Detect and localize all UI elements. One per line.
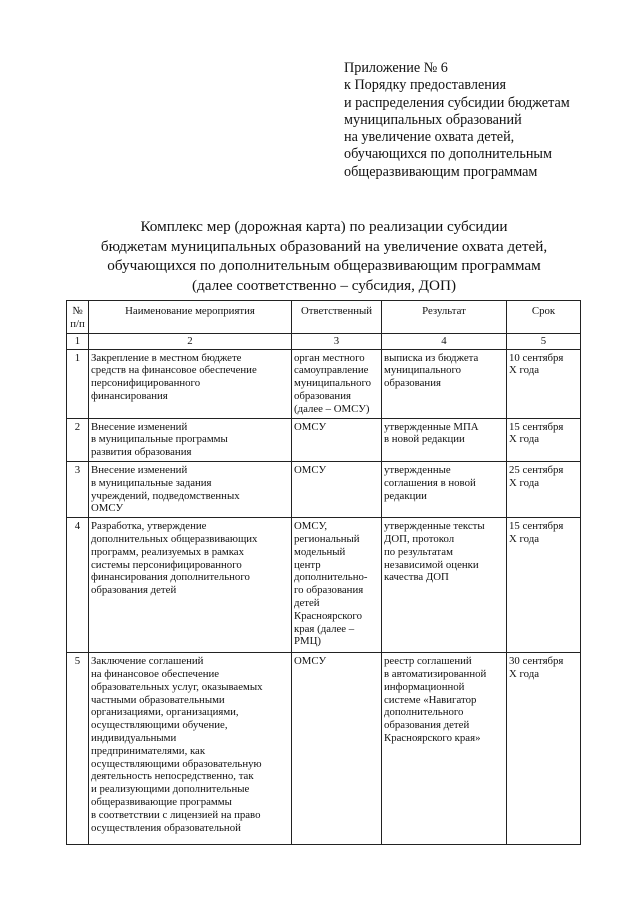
row-event: Внесение изменений в муниципальные задания учреждений, подведомственных ОМСУ — [89, 461, 292, 517]
title-line: обучающихся по дополнительным общеразвивающим программам — [107, 257, 541, 275]
header-num: № п/п — [67, 301, 89, 334]
table-header-row — [67, 301, 581, 334]
row-responsible: ОМСУ — [292, 653, 382, 845]
row-deadline: 25 сентября X года — [507, 461, 581, 517]
row-num: 1 — [67, 349, 89, 418]
column-number-row — [67, 333, 581, 349]
appendix-line: обучающихся по дополнительным — [344, 146, 552, 163]
row-deadline: 30 сентября X года — [507, 653, 581, 845]
appendix-line: Приложение № 6 — [344, 60, 448, 76]
document-title — [40, 217, 608, 295]
row-responsible: ОМСУ — [292, 461, 382, 517]
roadmap-table — [66, 300, 581, 845]
column-number: 4 — [382, 333, 507, 349]
row-deadline: 15 сентября X года — [507, 418, 581, 461]
row-deadline: 10 сентября X года — [507, 349, 581, 418]
header-event: Наименование мероприятия — [89, 301, 292, 334]
column-number: 1 — [67, 333, 89, 349]
title-line: (далее соответственно – субсидия, ДОП) — [191, 276, 457, 294]
appendix-line: к Порядку предоставления — [344, 77, 506, 94]
row-result: утвержденные соглашения в новой редакции — [382, 461, 507, 517]
title-line: бюджетам муниципальных образований на увеличение охвата детей, — [100, 237, 548, 255]
column-number: 3 — [292, 333, 382, 349]
table-row — [67, 418, 581, 461]
table-row — [67, 518, 581, 653]
table-row — [67, 349, 581, 418]
row-event: Разработка, утверждение дополнительных общеразвивающих программ, реализуемых в рамках системы персонифицированного финансирования дополнительного образования детей — [89, 518, 292, 653]
row-result: реестр соглашений в автоматизированной информационной системе «Навигатор дополнительного образования детей Красноярского края» — [382, 653, 507, 845]
appendix-line: муниципальных образований — [344, 111, 522, 128]
row-result: выписка из бюджета муниципального образования — [382, 349, 507, 418]
table-row — [67, 461, 581, 517]
row-responsible: орган местного самоуправление муниципального образования (далее – ОМСУ) — [292, 349, 382, 418]
row-responsible: ОМСУ — [292, 418, 382, 461]
column-number: 5 — [507, 333, 581, 349]
appendix-line: и распределения субсидии бюджетам — [344, 94, 570, 111]
row-num: 5 — [67, 653, 89, 845]
row-responsible: ОМСУ, региональный модельный центр дополнительно- го образования детей Красноярского края (далее – РМЦ) — [292, 518, 382, 653]
title-line: Комплекс мер (дорожная карта) по реализации субсидии — [140, 218, 508, 235]
row-num: 3 — [67, 461, 89, 517]
appendix-line: общеразвивающим программам — [344, 163, 538, 180]
row-result: утвержденные МПА в новой редакции — [382, 418, 507, 461]
appendix-block — [344, 60, 634, 181]
header-responsible: Ответственный — [292, 301, 382, 334]
row-event: Заключение соглашений на финансовое обеспечение образовательных услуг, оказываемых частными образовательными организациями, организациями, осуществляющими обучение, индивидуальными предпринимателями, как осуществляющими образовательную деятельность непосредственно, так и реализующими дополнительные общеразвивающие программы в соответствии с лицензией на право осуществления образовательной — [89, 653, 292, 845]
row-event: Закрепление в местном бюджете средств на финансовое обеспечение персонифицированного финансирования — [89, 349, 292, 418]
row-result: утвержденные тексты ДОП, протокол по результатам независимой оценки качества ДОП — [382, 518, 507, 653]
row-num: 4 — [67, 518, 89, 653]
appendix-line: на увеличение охвата детей, — [344, 129, 515, 146]
table-row — [67, 653, 581, 845]
row-num: 2 — [67, 418, 89, 461]
header-deadline: Срок — [507, 301, 581, 334]
column-number: 2 — [89, 333, 292, 349]
row-deadline: 15 сентября X года — [507, 518, 581, 653]
row-event: Внесение изменений в муниципальные программы развития образования — [89, 418, 292, 461]
header-result: Результат — [382, 301, 507, 334]
